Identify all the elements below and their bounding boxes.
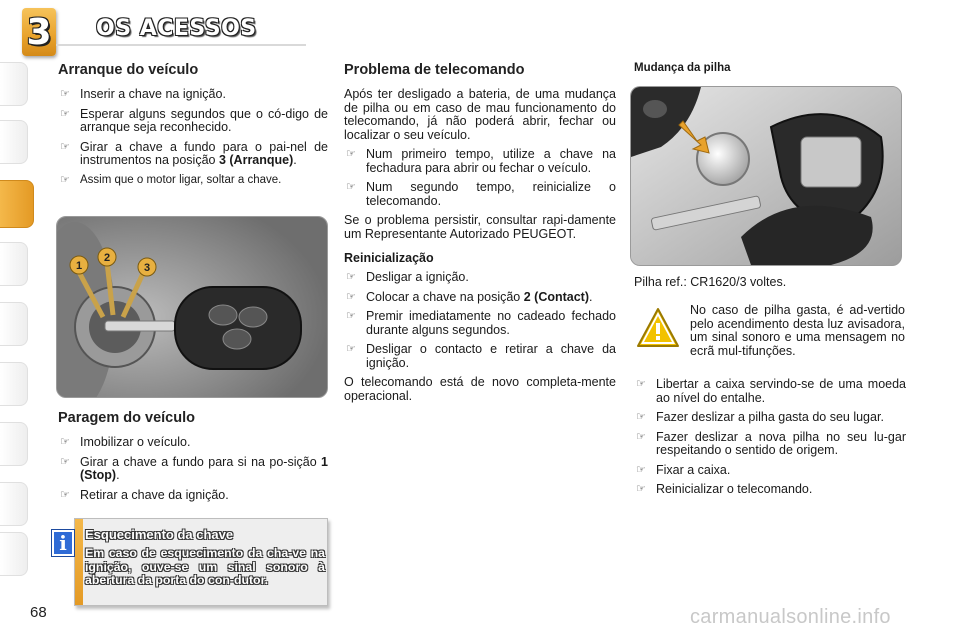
list-item xyxy=(58,88,328,102)
list-item-text: Desligar o contacto e retirar a chave da ignição. xyxy=(366,342,616,370)
info-box-title: Esquecimento da chave xyxy=(85,527,234,542)
watermark: carmanualsonline.info xyxy=(690,606,891,628)
list-item-text: Fixar a caixa. xyxy=(656,462,731,477)
hand-pointer-icon: ☞ xyxy=(60,173,70,186)
hand-pointer-icon: ☞ xyxy=(60,436,70,448)
list-item xyxy=(634,378,906,405)
reinit-steps xyxy=(344,271,616,370)
hand-pointer-icon: ☞ xyxy=(636,430,646,443)
list-item-text: . xyxy=(116,468,120,482)
position-label: 1 (Stop) xyxy=(80,454,328,482)
list-item xyxy=(58,436,328,450)
callout-label: 1 xyxy=(75,260,83,272)
list-item-text: Reinicializar o telecomando. xyxy=(656,482,813,496)
hand-pointer-icon: ☞ xyxy=(346,343,356,355)
list-item-text: Imobilizar o veículo. xyxy=(80,435,191,449)
list-item xyxy=(58,141,328,168)
hand-pointer-icon: ☞ xyxy=(346,271,356,283)
list-item xyxy=(344,181,616,208)
hand-pointer-icon: ☞ xyxy=(60,107,70,120)
chapter-number: 3 xyxy=(26,11,52,53)
chapter-tab[interactable] xyxy=(0,120,28,164)
page-title: OS ACESSOS xyxy=(96,16,257,41)
section-problema xyxy=(344,62,616,409)
list-item-text: Desligar a ignição. xyxy=(366,270,469,284)
list-item-text: Girar a chave a fundo para o pai-nel de instrumentos na posição xyxy=(80,139,328,167)
list-item-text: Fazer deslizar a pilha gasta do seu lugar. xyxy=(656,410,884,424)
chapter-tab[interactable] xyxy=(0,242,28,286)
hand-pointer-icon: ☞ xyxy=(60,140,70,153)
chapter-tab-active[interactable] xyxy=(0,180,34,228)
info-icon: i xyxy=(52,530,74,556)
list-item-text: . xyxy=(589,289,593,304)
list-item-text: Inserir a chave na ignição. xyxy=(80,87,226,101)
chapter-tab-strip xyxy=(0,62,34,582)
section-pilha xyxy=(634,276,906,296)
list-item xyxy=(58,174,328,188)
paragem-steps xyxy=(58,436,328,502)
list-item xyxy=(634,464,906,478)
list-item-text: Num segundo tempo, reinicialize o telecomando. xyxy=(366,180,616,208)
list-item-text: Assim que o motor ligar, soltar a chave. xyxy=(80,173,282,186)
header-divider xyxy=(56,44,306,46)
hand-pointer-icon: ☞ xyxy=(636,378,646,390)
position-label: 2 (Contact) xyxy=(523,289,590,304)
warning-note xyxy=(690,304,905,364)
list-item-text: Num primeiro tempo, utilize a chave na fechadura para abrir ou fechar o veículo. xyxy=(366,147,616,175)
callout-label: 2 xyxy=(103,252,111,264)
list-item xyxy=(58,489,328,503)
list-item-text: Premir imediatamente no cadeado fechado durante alguns segundos. xyxy=(366,309,616,337)
chapter-tab[interactable] xyxy=(0,302,28,346)
problema-steps xyxy=(344,148,616,208)
list-item xyxy=(58,108,328,135)
list-item-text: Libertar a caixa servindo-se de uma moeda ao nível do entalhe. xyxy=(656,377,906,405)
reinit-title: Reinicialização xyxy=(344,251,434,265)
hand-pointer-icon: ☞ xyxy=(346,290,356,303)
info-box-accent xyxy=(75,519,83,605)
chapter-tab[interactable] xyxy=(0,62,28,106)
hand-pointer-icon: ☞ xyxy=(346,181,356,193)
arranque-steps xyxy=(58,88,328,187)
pilha-steps xyxy=(634,378,906,497)
problema-intro: Após ter desligado a bateria, de uma mudança de pilha ou em caso de mau funcionamento do telecomando, já não poderá abrir, fechar ou localizar o seu veículo. xyxy=(344,87,616,142)
hand-pointer-icon: ☞ xyxy=(60,88,70,100)
problema-closing: O telecomando está de novo completa-mente operacional. xyxy=(344,375,616,403)
list-item-text: Retirar a chave da ignição. xyxy=(80,487,229,502)
chapter-tab[interactable] xyxy=(0,532,28,576)
chapter-tab[interactable] xyxy=(0,482,28,526)
hand-pointer-icon: ☞ xyxy=(60,488,70,501)
position-label: 3 (Arranque) xyxy=(218,153,294,167)
pilha-steps-wrap xyxy=(634,378,906,503)
hand-pointer-icon: ☞ xyxy=(636,483,646,495)
chapter-tab[interactable] xyxy=(0,362,28,406)
chapter-badge xyxy=(22,8,56,56)
list-item-text: . xyxy=(293,153,297,167)
info-box-text: Em caso de esquecimento da cha-ve na ignição, ouve-se um sinal sonoro à abertura da porta do con-dutor. xyxy=(85,546,325,587)
problema-after: Se o problema persistir, consultar rapi-damente um Representante Autorizado PEUGEOT. xyxy=(344,213,616,241)
battery-change-photo xyxy=(630,86,902,266)
hand-pointer-icon: ☞ xyxy=(346,148,356,160)
section-title-arranque: Arranque do veículo xyxy=(58,62,199,78)
hand-pointer-icon: ☞ xyxy=(636,463,646,476)
page-number: 68 xyxy=(30,604,47,621)
list-item xyxy=(634,411,906,425)
list-item-text: Esperar alguns segundos que o có-digo de arranque seja reconhecido. xyxy=(80,106,328,134)
list-item xyxy=(634,431,906,458)
warning-text: No caso de pilha gasta, é ad-vertido pelo acendimento desta luz avisadora, um sinal sonoro e uma mensagem no ecrã mul-tifunções. xyxy=(690,303,905,358)
section-paragem xyxy=(58,410,328,508)
list-item-text: Colocar a chave na posição xyxy=(366,289,524,304)
list-item-text: Fazer deslizar a nova pilha no seu lu-gar respeitando o sentido de origem. xyxy=(656,429,906,457)
list-item xyxy=(344,148,616,175)
section-title-paragem: Paragem do veículo xyxy=(58,410,195,426)
list-item-text: Girar a chave a fundo para si na po-sição xyxy=(80,454,322,469)
section-arranque xyxy=(58,62,328,193)
battery-reference: Pilha ref.: CR1620/3 voltes. xyxy=(634,275,787,289)
callout-label: 3 xyxy=(143,262,151,274)
hand-pointer-icon: ☞ xyxy=(636,411,646,423)
chapter-tab[interactable] xyxy=(0,422,28,466)
hand-pointer-icon: ☞ xyxy=(60,455,70,468)
list-item xyxy=(344,343,616,370)
list-item xyxy=(58,456,328,483)
section-title-pilha: Mudança da pilha xyxy=(634,62,731,74)
list-item xyxy=(634,483,906,497)
section-pilha-title xyxy=(634,62,906,74)
info-box-esquecimento xyxy=(74,518,328,606)
hand-pointer-icon: ☞ xyxy=(346,310,356,322)
warning-triangle-icon xyxy=(636,306,680,350)
list-item xyxy=(344,291,616,305)
list-item xyxy=(344,271,616,285)
ignition-key-photo xyxy=(56,216,328,398)
section-title-problema: Problema de telecomando xyxy=(344,62,525,78)
list-item xyxy=(344,310,616,337)
